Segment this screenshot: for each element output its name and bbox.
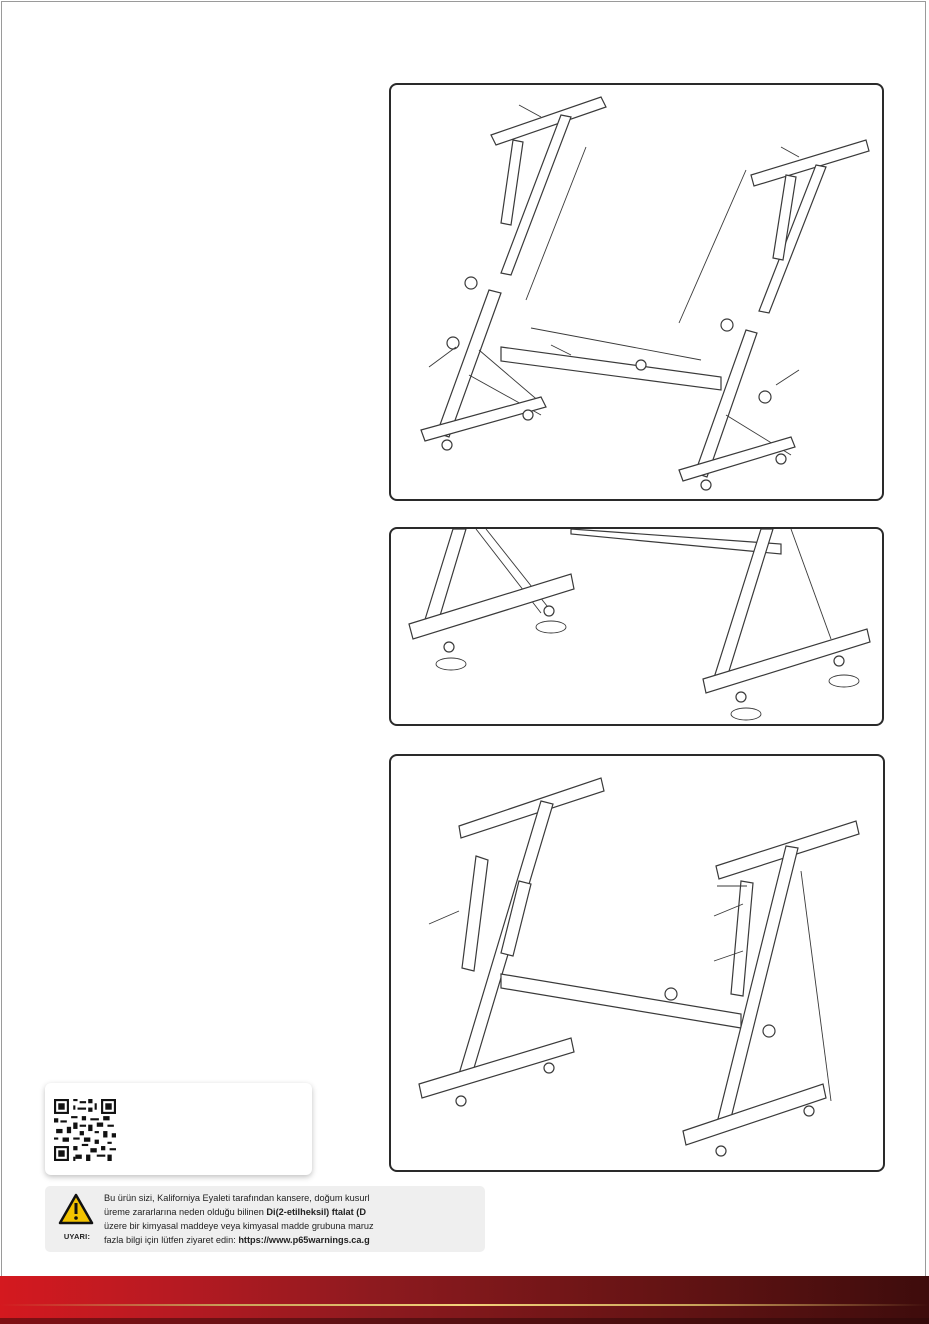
warning-line-2: üreme zararlarına neden olduğu bilinen Di(2-etilheksil) ftalat (D xyxy=(104,1207,366,1217)
qr-code-card xyxy=(45,1083,312,1175)
warning-line-1: Bu ürün sizi, Kaliforniya Eyaleti tarafından kansere, doğum kusurl xyxy=(104,1193,370,1203)
assembly-step-3-illustration xyxy=(389,754,885,1172)
qr-code-icon xyxy=(54,1099,116,1161)
assembly-step-2-illustration xyxy=(389,527,884,726)
footer-gold-line xyxy=(0,1304,929,1306)
assembly-step-1-illustration xyxy=(389,83,884,501)
warning-triangle-icon xyxy=(58,1193,94,1225)
warning-line-4: fazla bilgi için lütfen ziyaret edin: https://www.p65warnings.ca.g xyxy=(104,1235,370,1245)
warning-line-3: üzere bir kimyasal maddeye veya kimyasal madde grubuna maruz xyxy=(104,1221,374,1231)
prop65-warning xyxy=(45,1186,485,1252)
warning-label: UYARI: xyxy=(63,1232,91,1241)
warning-text xyxy=(104,1191,484,1247)
warning-link: https://www.p65warnings.ca.g xyxy=(238,1235,370,1245)
footer-band xyxy=(0,1276,929,1324)
footer-bottom-strip xyxy=(0,1318,929,1324)
